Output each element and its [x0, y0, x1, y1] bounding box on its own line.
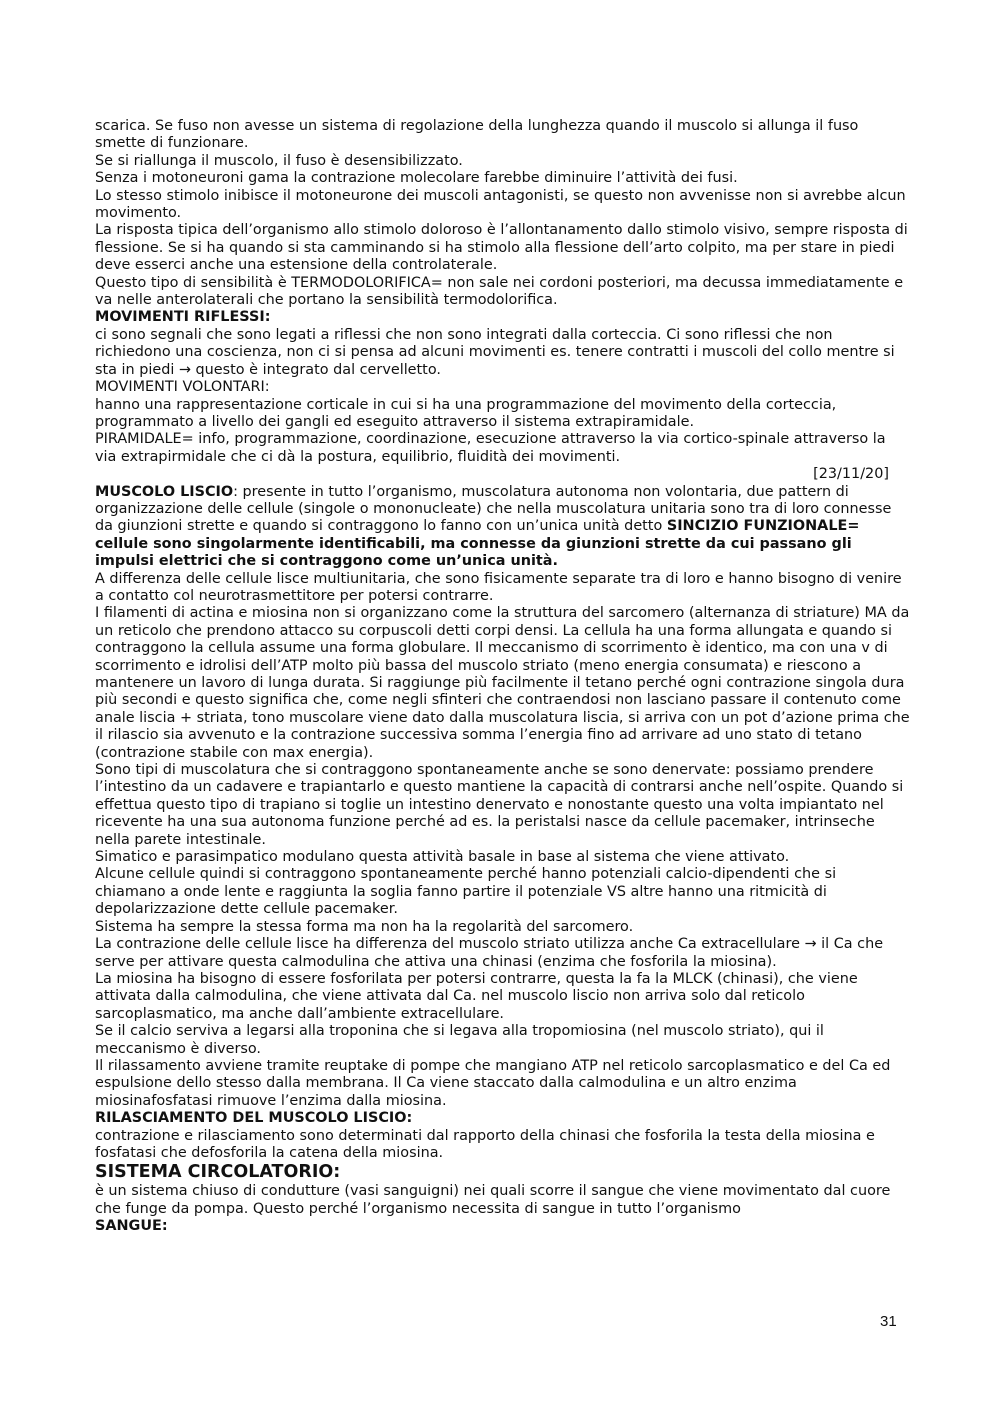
- muscolo-liscio-text: : presente in tutto l’organismo, muscolatura autonoma non volontaria, due pattern di organizzazione delle cellule (singole o mononucleate) che nella muscolatura unitaria sono tra di loro connesse da giunzioni strette e quando si contraggono lo fanno con un’unica unità detto: [95, 483, 892, 535]
- heading-rilasciamento: RILASCIAMENTO DEL MUSCOLO LISCIO:: [95, 1110, 413, 1127]
- paragraph-stimolo-doloroso: La risposta tipica dell’organismo allo stimolo doloroso è l’allontanamento dallo stimolo visivo, sempre risposta di flessione. Se si ha quando si sta camminando si ha stimolo alla flessione dell’arto colpito, ma per stare in piedi deve esserci anche una estensione della controlaterale.: [95, 222, 908, 274]
- document-page: [95, 118, 910, 1236]
- paragraph-fuso: scarica. Se fuso non avesse un sistema di regolazione della lunghezza quando il muscolo si allunga il fuso smette di funzionare.: [95, 118, 859, 152]
- paragraph-termodolorifica: Questo tipo di sensibilità è TERMODOLORIFICA= non sale nei cordoni posteriori, ma decussa immediatamente e va nelle anterolaterali che portano la sensibilità termodolorifica.: [95, 274, 904, 309]
- term-muscolo-liscio: MUSCOLO LISCIO: [95, 483, 234, 500]
- paragraph-mlck: La miosina ha bisogno di essere fosforilata per potersi contrarre, questa la fa la MLCK (chinasi), che viene attivata dalla calmodulina, che viene attivata dal Ca. nel muscolo liscio non arriva solo dal reticolo sarcoplasmatico, ma anche dall’ambiente extracellulare.: [95, 970, 858, 1022]
- paragraph-muscolo-liscio: [95, 484, 910, 571]
- heading-sistema-circolatorio: SISTEMA CIRCOLATORIO:: [95, 1162, 341, 1183]
- paragraph-troponina: Se il calcio serviva a legarsi alla troponina che si legava alla tropomiosina (nel muscolo striato), qui il meccanismo è diverso.: [95, 1023, 824, 1057]
- paragraph-multiunitaria: A differenza delle cellule lisce multiunitaria, che sono fisicamente separate tra di loro e hanno bisogno di venire a contatto col neurotrasmettitore per potersi contrarre.: [95, 570, 902, 604]
- paragraph-riflessi: ci sono segnali che sono legati a riflessi che non sono integrati dalla corteccia. Ci sono riflessi che non richiedono una coscienza, non ci si pensa ad alcuni movimenti es. tenere contratti i muscoli del collo mentre si sta in piedi → questo è integrato dal cervelletto.: [95, 326, 895, 378]
- paragraph-volontari: hanno una rappresentazione corticale in cui si ha una programmazione del movimento della corteccia, programmato a livello dei gangli ed eseguito attraverso il sistema extrapiramidale.: [95, 396, 837, 430]
- paragraph-rilassamento: Il rilassamento avviene tramite reuptake di pompe che mangiano ATP nel reticolo sarcoplasmatico e del Ca ed espulsione dello stesso dalla membrana. Il Ca viene staccato dalla calmodulina e un altro enzima miosinafosfatasi rimuove l’enzima dalla miosina.: [95, 1057, 891, 1109]
- paragraph-desensibilizzato: Se si riallunga il muscolo, il fuso è desensibilizzato.: [95, 152, 463, 169]
- paragraph-denervate: Sono tipi di muscolatura che si contraggono spontaneamente anche se sono denervate: possiamo prendere l’intestino da un cadavere e trapiantarlo e questo mantiene la capacità di contrarsi anche nell’ospite. Quando si effettua questo tipo di trapiano si toglie un intestino denervato e nonostante questo una volta impiantato nel ricevente ha una sua autonoma funzione perché ad es. la peristalsi nasce da cellule pacemaker, intrinseche nella parete intestinale.: [95, 762, 904, 848]
- paragraph-calmodulina: La contrazione delle cellule lisce ha differenza del muscolo striato utilizza anche Ca extracellulare → il Ca che serve per attivare questa calmodulina che attiva una chinasi (enzima che fosforila la miosina).: [95, 936, 884, 970]
- paragraph-simpatico: Simatico e parasimpatico modulano questa attività basale in base al sistema che viene attivato.: [95, 849, 790, 866]
- lecture-date: [23/11/20]: [813, 466, 889, 483]
- page-number: 31: [880, 1313, 897, 1330]
- term-sincizio-funzionale: SINCIZIO FUNZIONALE= cellule sono singolarmente identificabili, ma connesse da giunzioni strette da cui passano gli impulsi elettrici che si contraggono come un’unica unità.: [95, 518, 860, 570]
- paragraph-sistema-forma: Sistema ha sempre la stessa forma ma non ha la regolarità del sarcomero.: [95, 918, 634, 935]
- heading-movimenti-riflessi: MOVIMENTI RIFLESSI:: [95, 309, 271, 326]
- heading-movimenti-volontari: MOVIMENTI VOLONTARI:: [95, 379, 270, 396]
- paragraph-rilasciamento: contrazione e rilasciamento sono determinati dal rapporto della chinasi che fosforila la testa della miosina e fosfatasi che defosforila la catena della miosina.: [95, 1127, 875, 1161]
- paragraph-motoneuroni-gama: Senza i motoneuroni gama la contrazione molecolare farebbe diminuire l’attività dei fusi.: [95, 170, 738, 187]
- heading-sangue: SANGUE:: [95, 1218, 168, 1235]
- paragraph-filamenti: I filamenti di actina e miosina non si organizzano come la struttura del sarcomero (alternanza di striature) MA da un reticolo che prendono attacco su corpuscoli detti corpi densi. La cellula ha una forma allungata e quando si contraggono la cellula assume una forma globulare. Il meccanismo di scorrimento è identico, ma con una v di scorrimento e idrolisi dell’ATP molto più bassa del muscolo striato (meno energia consumata) e riescono a mantenere un lavoro di lunga durata. Si raggiunge più facilmente il tetano perché ogni contrazione singola dura più secondi e questo significa che, come negli sfinteri che contraendosi non lasciano passare il contenuto come anale liscia + striata, tono muscolare viene dato dalla muscolatura liscia, si arriva con un pot d’azione prima che il rilascio sia avvenuto e la contrazione successiva somma l’energia fino ad arrivare ad uno stato di tetano (contrazione stabile con max energia).: [95, 605, 910, 761]
- paragraph-piramidale: PIRAMIDALE= info, programmazione, coordinazione, esecuzione attraverso la via cortico-spinale attraverso la via extrapirmidale che ci dà la postura, equilibrio, fluidità dei movimenti.: [95, 431, 886, 465]
- paragraph-antagonisti: Lo stesso stimolo inibisce il motoneurone dei muscoli antagonisti, se questo non avvenisse non si avrebbe alcun movimento.: [95, 187, 906, 222]
- paragraph-onde-lente: Alcune cellule quindi si contraggono spontaneamente perché hanno potenziali calcio-dipendenti che si chiamano a onde lente e raggiunta la soglia fanno partire il potenziale VS altre hanno una ritmicità di depolarizzazione dette cellule pacemaker.: [95, 866, 837, 918]
- paragraph-circolatorio: è un sistema chiuso di condutture (vasi sanguigni) nei quali scorre il sangue che viene movimentato dal cuore che funge da pompa. Questo perché l’organismo necessita di sangue in tutto l’organismo: [95, 1183, 891, 1217]
